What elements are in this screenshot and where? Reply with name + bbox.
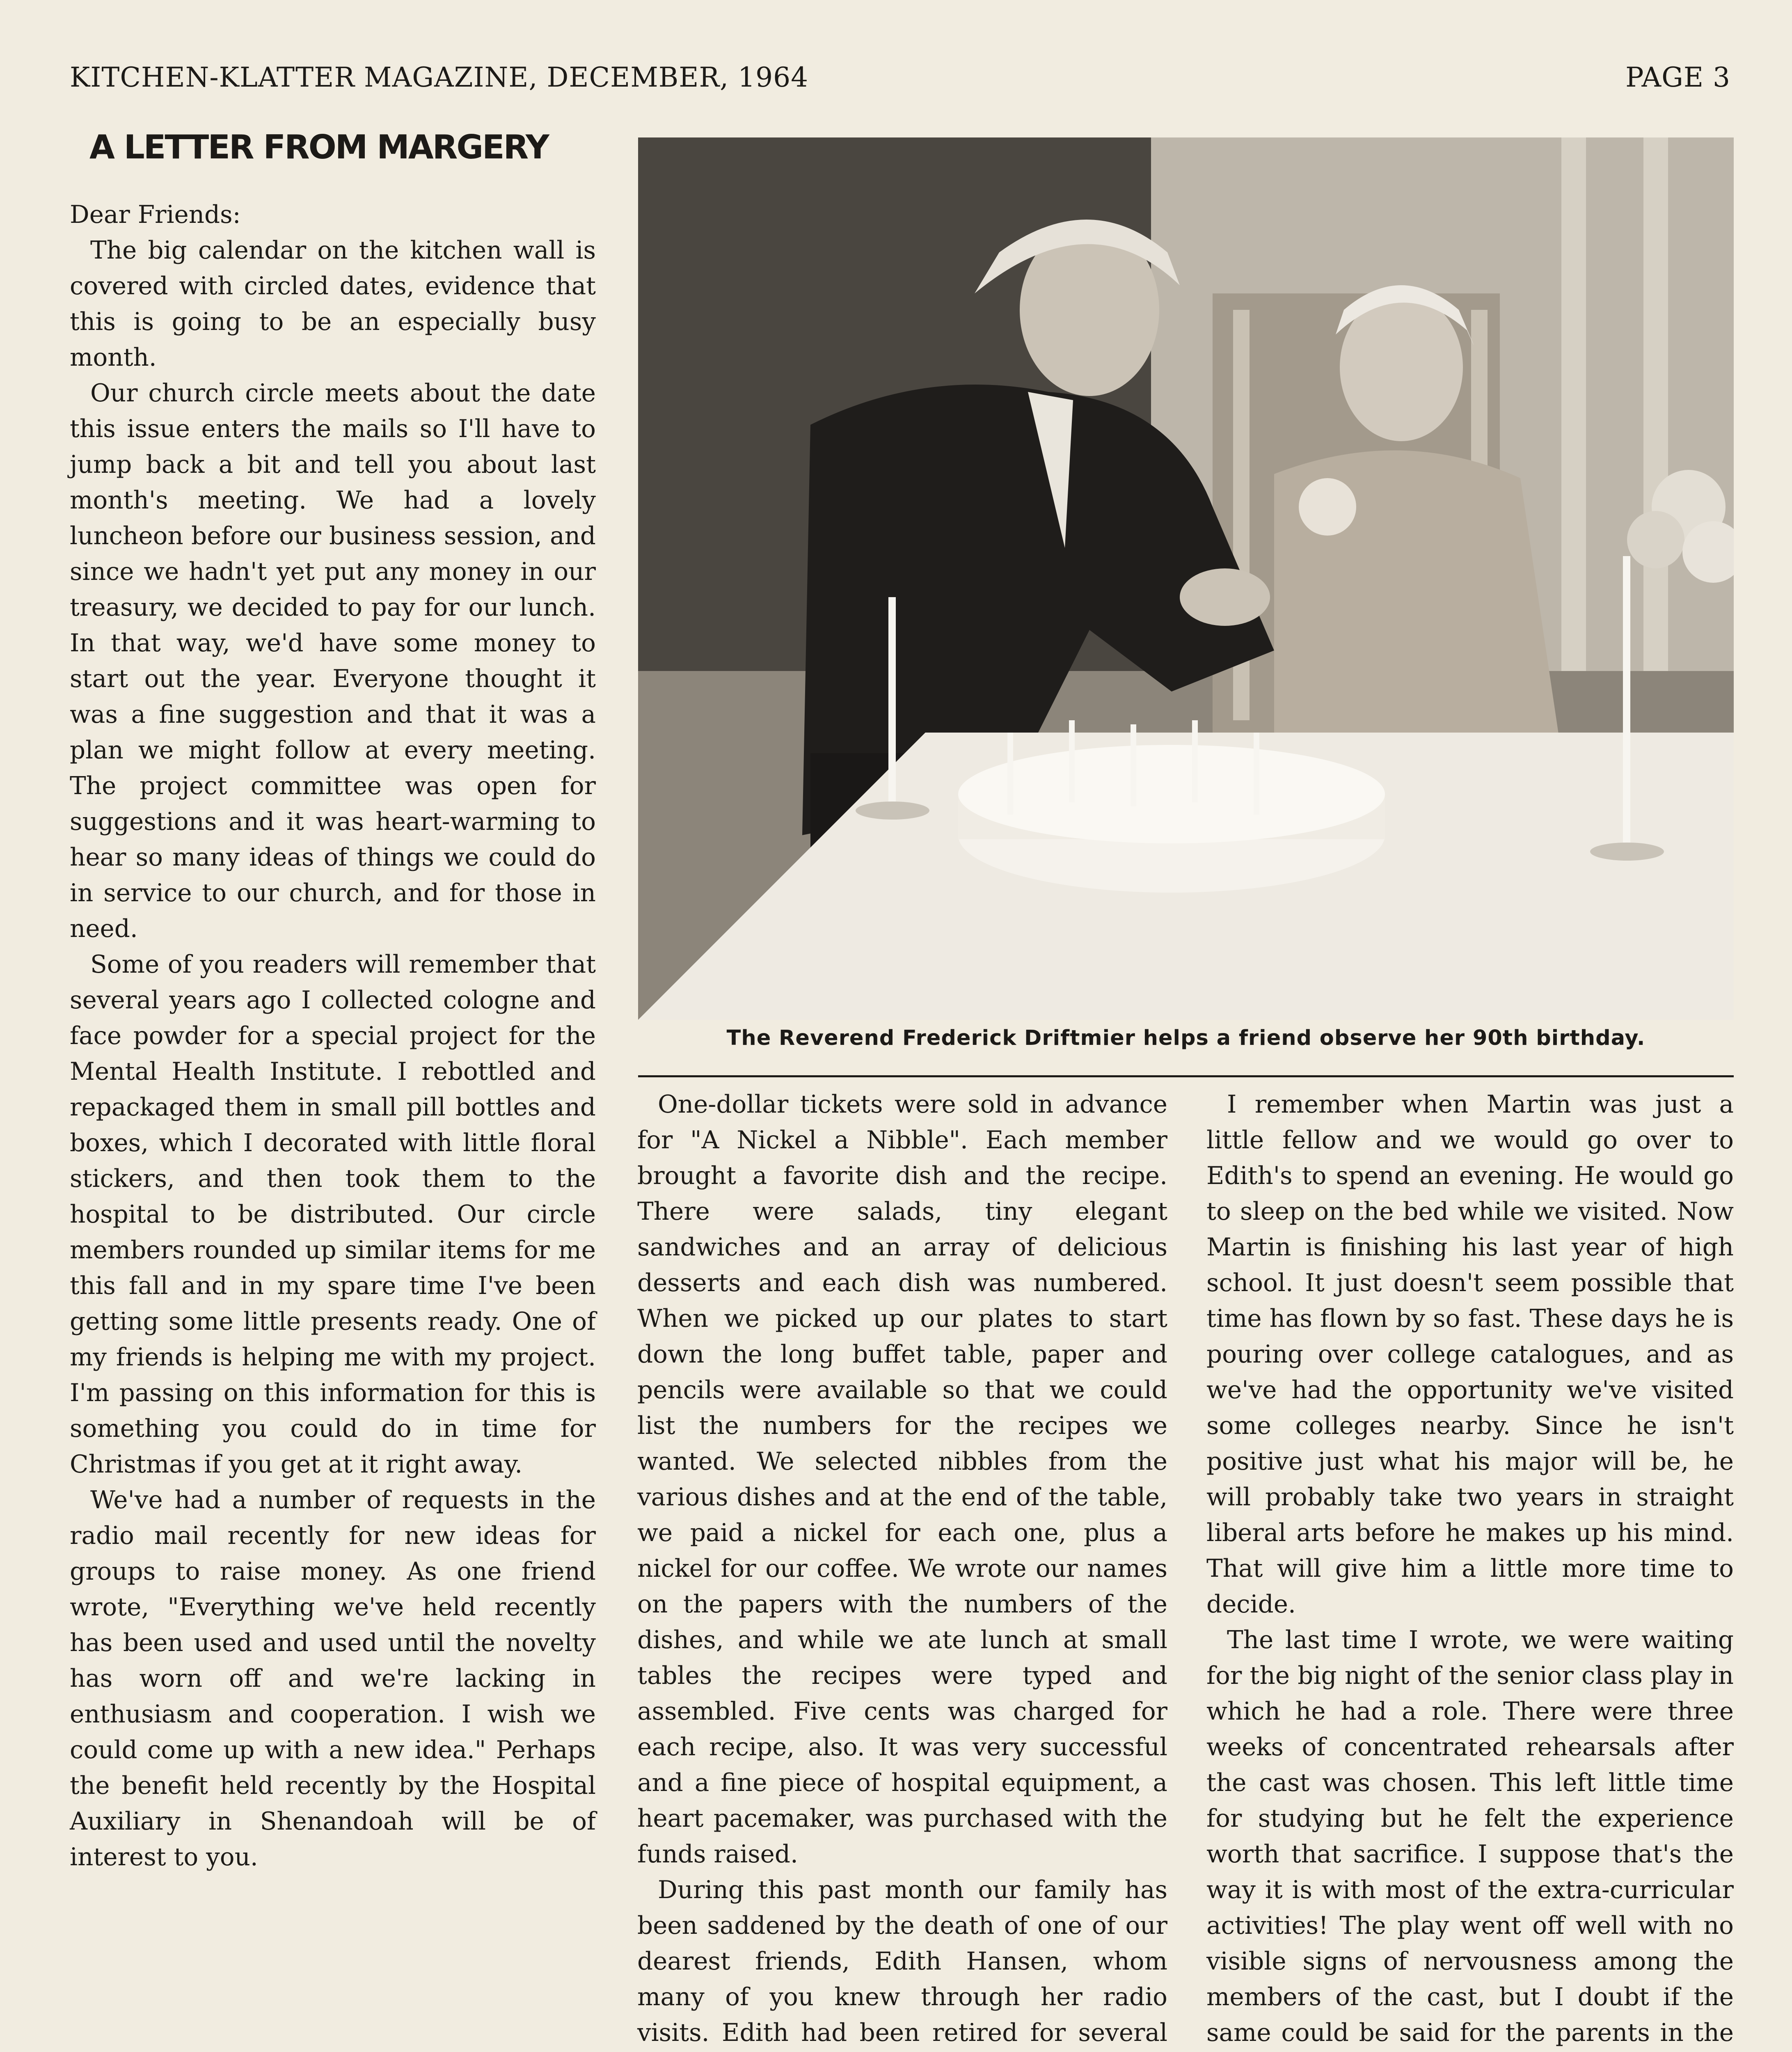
paragraph-8: The last time I wrote, we were waiting for the big night of the senior class play in which he had a role. There were three weeks of concentrated rehearsals after the cast was chosen. This left little time for studying but he felt the experience worth that sacrifice. I suppose that's the way it is with most of the extra-curricular activities! The play went off well with no visible signs of nervousness among the members of the cast, but I doubt if the same could be said for the parents in the [1206,1626,1734,2047]
article-title: A LETTER FROM MARGERY [89,128,548,166]
photo-illustration [638,137,1734,1020]
paragraph-7: I remember when Martin was just a little fellow and we would go over to Edith's to spend an evening. He would go to sleep on the bed while we visited. Now Martin is finishing his last year of high school. It just doesn't seem possible that time has flown by so fast. These days he is pouring over college catalogues, and as we've had the opportunity we've visited some colleges nearby. Since he isn't positive just what his major will be, he will probably take two years in straight liberal arts before he makes up his mind. That will give him a little more time to decide. [1206,1090,1734,1619]
paragraph-3: Some of you readers will remember that several years ago I collected cologne and face powder for a special project for the Mental Health Institute. I rebottled and repackaged them in small pill bottles and boxes, which I decorated with little floral stickers, and then took them to the hospital to be distributed. Our circle members rounded up similar items for me this fall and in my spare time I've been getting some little presents ready. One of my friends is helping me with my project. I'm passing on this information for this is something you could do in time for Christmas if you get at it right away. [70,950,596,1479]
paragraph-1: The big calendar on the kitchen wall is covered with circled dates, evidence that this is going to be an especially busy month. [70,236,596,372]
paragraph-6: During this past month our family has been saddened by the death of one of our dearest friends, Edith Hansen, whom many of you knew through her radio visits. Edith had been retired for several [637,1876,1167,2047]
paragraph-2: Our church circle meets about the date this issue enters the mails so I'll have to jump back a bit and tell you about last month's meeting. We had a lovely luncheon before our business session, and since we hadn't yet put any money in our treasury, we decided to pay for our lunch. In that way, we'd have some money to start out the year. Everyone thought it was a fine suggestion and that it was a plan we might follow at every meeting. The project committee was open for suggestions and it was heart-warming to hear so many ideas of things we could do in service to our church, and for those in need. [70,379,596,943]
paragraph-5: One-dollar tickets were sold in advance for "A Nickel a Nibble". Each member brought a favorite dish and the recipe. There were salads, tiny elegant sandwiches and an array of delicious desserts and each dish was numbered. When we picked up our plates to start down the long buffet table, paper and pencils were available so that we could list the numbers for the recipes we wanted. We selected nibbles from the various dishes and at the end of the table, we paid a nickel for each one, plus a nickel for our coffee. We wrote our names on the papers with the numbers of the dishes, and while we ate lunch at small tables the recipes were typed and assembled. Five cents was charged for each recipe, also. It was very successful and a fine piece of hospital equipment, a heart pacemaker, was purchased with the funds raised. [637,1090,1167,1869]
paragraph-4: We've had a number of requests in the radio mail recently for new ideas for groups to raise money. As one friend wrote, "Everything we've held recently has been used and used until the novelty has worn off and we're lacking in enthusiasm and cooperation. I wish we could come up with a new idea." Perhaps the benefit held recently by the Hospital Auxiliary in Shenandoah will be of interest to you. [70,1486,596,1871]
text-column-2 [637,1087,1167,2052]
page-number: PAGE 3 [1625,62,1730,93]
birthday-photo [638,137,1734,1020]
magazine-issue-line: KITCHEN-KLATTER MAGAZINE, DECEMBER, 1964 [70,62,809,93]
caption-rule [638,1075,1734,1077]
text-column-3 [1206,1087,1734,2052]
salutation: Dear Friends: [70,201,241,229]
photo-caption: The Reverend Frederick Driftmier helps a friend observe her 90th birthday. [726,1026,1646,1050]
text-column-1 [70,197,596,1875]
